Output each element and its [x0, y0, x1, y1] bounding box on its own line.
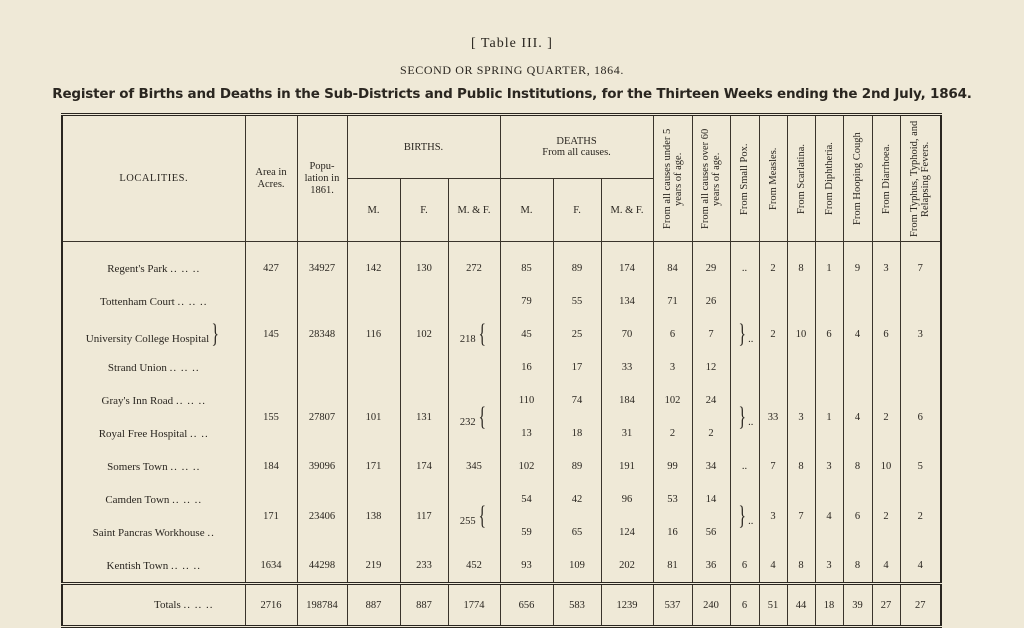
deaths-f-cell: 109	[553, 549, 601, 584]
hooping-cell: 8	[843, 549, 872, 584]
over60-cell: 2	[692, 417, 730, 450]
hooping-header	[843, 115, 872, 242]
population-cell: 28348	[297, 285, 347, 384]
measles-cell: 2	[759, 242, 787, 286]
leader-dots: .. .. ..	[175, 394, 206, 407]
table-row	[62, 384, 941, 417]
births-header: BIRTHS.	[347, 115, 500, 179]
leader-dots: .. .. ..	[170, 460, 201, 473]
over60-cell: 56	[692, 516, 730, 549]
births-m-total: 887	[347, 584, 400, 627]
smallpox-cell	[730, 384, 759, 450]
population-header: Popu- lation in 1861.	[297, 115, 347, 242]
births-f-cell: 102	[400, 285, 448, 384]
deaths-mf-cell: 96	[601, 483, 653, 516]
locality-label: Regent's Park	[107, 262, 168, 275]
scarlatina-cell: 3	[787, 384, 815, 450]
diarrhoea-cell: 4	[872, 549, 900, 584]
deaths-mf-cell: 70	[601, 318, 653, 351]
table-row	[62, 549, 941, 584]
over60-header-text: From all causes over 60 years of age.	[700, 128, 723, 229]
over60-total: 240	[692, 584, 730, 627]
diphtheria-cell: 4	[815, 483, 843, 549]
births-mf-value: 255	[459, 515, 476, 527]
quarter-heading: SECOND OR SPRING QUARTER, 1864.	[400, 63, 624, 77]
deaths-m-total: 656	[500, 584, 553, 627]
scarlatina-cell: 10	[787, 285, 815, 384]
typhus-cell: 2	[900, 483, 941, 549]
deaths-m-cell: 16	[500, 351, 553, 384]
deaths-f-cell: 89	[553, 242, 601, 286]
measles-cell: 2	[759, 285, 787, 384]
measles-cell: 33	[759, 384, 787, 450]
deaths-f-cell: 17	[553, 351, 601, 384]
hooping-cell: 9	[843, 242, 872, 286]
locality-name	[62, 483, 245, 516]
births-mf-cell: 345	[448, 450, 500, 483]
diphtheria-total: 18	[815, 584, 843, 627]
leader-dots: .. .. ..	[177, 295, 208, 308]
diphtheria-cell: 3	[815, 450, 843, 483]
deaths-m-cell: 54	[500, 483, 553, 516]
deaths-m-cell: 110	[500, 384, 553, 417]
under5-cell: 102	[653, 384, 692, 417]
leader-dots: .. ..	[190, 427, 209, 440]
deaths-m-header: M.	[500, 179, 553, 242]
leader-dots: ..	[207, 526, 215, 539]
deaths-mf-header: M. & F.	[601, 179, 653, 242]
typhus-cell: 5	[900, 450, 941, 483]
table-row	[62, 483, 941, 516]
under5-cell: 53	[653, 483, 692, 516]
hooping-total: 39	[843, 584, 872, 627]
over60-cell: 29	[692, 242, 730, 286]
diphtheria-cell: 1	[815, 242, 843, 286]
brace-icon: }	[738, 401, 746, 431]
leader-dots: .. .. ..	[169, 361, 200, 374]
brace-icon: {	[478, 319, 486, 348]
typhus-total: 27	[900, 584, 941, 627]
deaths-f-total: 583	[553, 584, 601, 627]
table-row	[62, 285, 941, 318]
locality-name	[62, 384, 245, 417]
area-cell: 1634	[245, 549, 297, 584]
area-cell: 145	[245, 285, 297, 384]
deaths-mf-cell: 33	[601, 351, 653, 384]
under5-cell: 3	[653, 351, 692, 384]
locality-label: Camden Town	[105, 493, 170, 506]
scarlatina-cell: 8	[787, 242, 815, 286]
typhus-cell: 6	[900, 384, 941, 450]
smallpox-value: ..	[748, 515, 754, 527]
under5-cell: 99	[653, 450, 692, 483]
under5-cell: 6	[653, 318, 692, 351]
births-f-total: 887	[400, 584, 448, 627]
deaths-mf-cell: 202	[601, 549, 653, 584]
locality-name	[62, 450, 245, 483]
deaths-m-cell: 85	[500, 242, 553, 286]
deaths-mf-cell: 184	[601, 384, 653, 417]
locality-label: University College Hospital	[85, 333, 210, 345]
brace-icon: }	[211, 319, 220, 348]
scarlatina-header	[787, 115, 815, 242]
births-m-cell: 171	[347, 450, 400, 483]
deaths-m-cell: 93	[500, 549, 553, 584]
typhus-cell: 3	[900, 285, 941, 384]
diarrhoea-cell: 10	[872, 450, 900, 483]
deaths-m-cell: 102	[500, 450, 553, 483]
hooping-cell: 4	[843, 384, 872, 450]
diarrhoea-cell: 2	[872, 483, 900, 549]
leader-dots: .. .. ..	[170, 262, 201, 275]
births-m-cell: 138	[347, 483, 400, 549]
area-cell: 184	[245, 450, 297, 483]
hooping-cell: 6	[843, 483, 872, 549]
births-mf-value: 218	[459, 334, 476, 345]
locality-name	[62, 516, 245, 549]
locality-label: Kentish Town	[106, 559, 169, 572]
area-total: 2716	[245, 584, 297, 627]
deaths-m-cell: 45	[500, 318, 553, 351]
deaths-f-cell: 18	[553, 417, 601, 450]
births-mf-header: M. & F.	[448, 179, 500, 242]
localities-header: LOCALITIES.	[62, 115, 245, 242]
diarrhoea-total: 27	[872, 584, 900, 627]
deaths-f-cell: 25	[553, 318, 601, 351]
diphtheria-header-text: From Diphtheria.	[823, 142, 835, 215]
measles-header-text: From Measles.	[767, 147, 779, 210]
measles-cell: 4	[759, 549, 787, 584]
births-f-cell: 117	[400, 483, 448, 549]
scarlatina-total: 44	[787, 584, 815, 627]
deaths-mf-total: 1239	[601, 584, 653, 627]
births-mf-cell	[448, 483, 500, 549]
under5-cell: 71	[653, 285, 692, 318]
over60-cell: 7	[692, 318, 730, 351]
brace-icon: }	[738, 500, 746, 530]
leader-dots: .. .. ..	[183, 599, 214, 611]
births-f-cell: 130	[400, 242, 448, 286]
diphtheria-cell: 3	[815, 549, 843, 584]
brace-icon: {	[478, 401, 486, 431]
births-mf-cell	[448, 285, 500, 384]
diarrhoea-cell: 3	[872, 242, 900, 286]
population-cell: 39096	[297, 450, 347, 483]
smallpox-total: 6	[730, 584, 759, 627]
smallpox-cell	[730, 483, 759, 549]
deaths-f-cell: 89	[553, 450, 601, 483]
over60-cell: 34	[692, 450, 730, 483]
scarlatina-cell: 8	[787, 549, 815, 584]
table-row	[62, 242, 941, 286]
scarlatina-cell: 8	[787, 450, 815, 483]
smallpox-cell	[730, 285, 759, 384]
locality-name	[62, 318, 245, 351]
locality-label: Saint Pancras Workhouse	[92, 526, 205, 539]
locality-label: Gray's Inn Road	[101, 394, 174, 407]
leader-dots: .. .. ..	[172, 493, 203, 506]
area-cell: 171	[245, 483, 297, 549]
typhus-cell: 7	[900, 242, 941, 286]
over60-cell: 24	[692, 384, 730, 417]
under5-header-text: From all causes under 5 years of age.	[661, 128, 684, 229]
brace-icon: }	[738, 319, 746, 348]
locality-name	[62, 285, 245, 318]
births-f-header: F.	[400, 179, 448, 242]
under5-cell: 84	[653, 242, 692, 286]
totals-row	[62, 584, 941, 627]
diarrhoea-cell: 2	[872, 384, 900, 450]
over60-cell: 26	[692, 285, 730, 318]
over60-cell: 12	[692, 351, 730, 384]
deaths-f-cell: 55	[553, 285, 601, 318]
typhus-header	[900, 115, 941, 242]
deaths-m-cell: 59	[500, 516, 553, 549]
deaths-f-cell: 74	[553, 384, 601, 417]
births-mf-cell	[448, 384, 500, 450]
area-cell: 155	[245, 384, 297, 450]
births-f-cell: 233	[400, 549, 448, 584]
totals-label-cell	[62, 584, 245, 627]
under5-total: 537	[653, 584, 692, 627]
typhus-cell: 4	[900, 549, 941, 584]
deaths-header	[500, 115, 653, 179]
population-cell: 44298	[297, 549, 347, 584]
deaths-mf-cell: 134	[601, 285, 653, 318]
births-f-cell: 131	[400, 384, 448, 450]
hooping-header-text: From Hooping Cough	[852, 132, 864, 225]
area-cell: 427	[245, 242, 297, 286]
population-cell: 27807	[297, 384, 347, 450]
deaths-subtitle: From all causes.	[542, 147, 611, 158]
deaths-m-cell: 79	[500, 285, 553, 318]
diarrhoea-header	[872, 115, 900, 242]
births-m-cell: 116	[347, 285, 400, 384]
deaths-f-cell: 65	[553, 516, 601, 549]
deaths-mf-cell: 31	[601, 417, 653, 450]
births-m-cell: 219	[347, 549, 400, 584]
deaths-mf-cell: 124	[601, 516, 653, 549]
births-mf-cell: 272	[448, 242, 500, 286]
diarrhoea-header-text: From Diarrhoea.	[880, 143, 892, 214]
register-title: Register of Births and Deaths in the Sub-Districts and Public Institutions, for the Thirteen Weeks ending the 2nd July, 1864.	[52, 86, 972, 102]
deaths-mf-cell: 174	[601, 242, 653, 286]
births-m-cell: 142	[347, 242, 400, 286]
under5-cell: 2	[653, 417, 692, 450]
under5-header	[653, 115, 692, 242]
births-f-cell: 174	[400, 450, 448, 483]
deaths-f-cell: 42	[553, 483, 601, 516]
over60-cell: 14	[692, 483, 730, 516]
deaths-f-header: F.	[553, 179, 601, 242]
diphtheria-header	[815, 115, 843, 242]
locality-label: Tottenham Court	[100, 295, 175, 308]
hooping-cell: 8	[843, 450, 872, 483]
under5-cell: 81	[653, 549, 692, 584]
leader-dots: .. .. ..	[170, 559, 201, 572]
population-total: 198784	[297, 584, 347, 627]
deaths-title: DEATHS	[556, 136, 597, 147]
over60-header	[692, 115, 730, 242]
births-mf-cell: 452	[448, 549, 500, 584]
smallpox-value: ..	[748, 416, 754, 428]
smallpox-header-text: From Small Pox.	[739, 142, 751, 215]
measles-header	[759, 115, 787, 242]
register-table	[61, 113, 942, 628]
scarlatina-cell: 7	[787, 483, 815, 549]
locality-label: Somers Town	[107, 460, 168, 473]
smallpox-cell: ..	[730, 242, 759, 286]
table-label: [ Table III. ]	[471, 36, 553, 51]
births-mf-total: 1774	[448, 584, 500, 627]
register-table-wrapper	[61, 113, 940, 611]
births-m-cell: 101	[347, 384, 400, 450]
locality-name	[62, 351, 245, 384]
over60-cell: 36	[692, 549, 730, 584]
births-mf-value: 232	[459, 416, 476, 428]
locality-label: Royal Free Hospital	[98, 427, 188, 440]
smallpox-header	[730, 115, 759, 242]
deaths-mf-cell: 191	[601, 450, 653, 483]
births-m-header: M.	[347, 179, 400, 242]
totals-label: Totals	[154, 599, 181, 611]
under5-cell: 16	[653, 516, 692, 549]
measles-cell: 7	[759, 450, 787, 483]
smallpox-cell: 6	[730, 549, 759, 584]
table-row	[62, 450, 941, 483]
population-cell: 34927	[297, 242, 347, 286]
brace-icon: {	[478, 500, 486, 530]
locality-name	[62, 417, 245, 450]
area-header: Area in Acres.	[245, 115, 297, 242]
diphtheria-cell: 6	[815, 285, 843, 384]
population-cell: 23406	[297, 483, 347, 549]
typhus-header-text: From Typhus, Typhoid, and Relapsing Fevers.	[909, 120, 932, 237]
locality-name	[62, 242, 245, 286]
smallpox-value: ..	[748, 334, 754, 345]
measles-total: 51	[759, 584, 787, 627]
deaths-m-cell: 13	[500, 417, 553, 450]
smallpox-cell: ..	[730, 450, 759, 483]
locality-label: Strand Union	[107, 361, 167, 374]
diarrhoea-cell: 6	[872, 285, 900, 384]
hooping-cell: 4	[843, 285, 872, 384]
measles-cell: 3	[759, 483, 787, 549]
diphtheria-cell: 1	[815, 384, 843, 450]
scarlatina-header-text: From Scarlatina.	[795, 143, 807, 214]
locality-name	[62, 549, 245, 584]
